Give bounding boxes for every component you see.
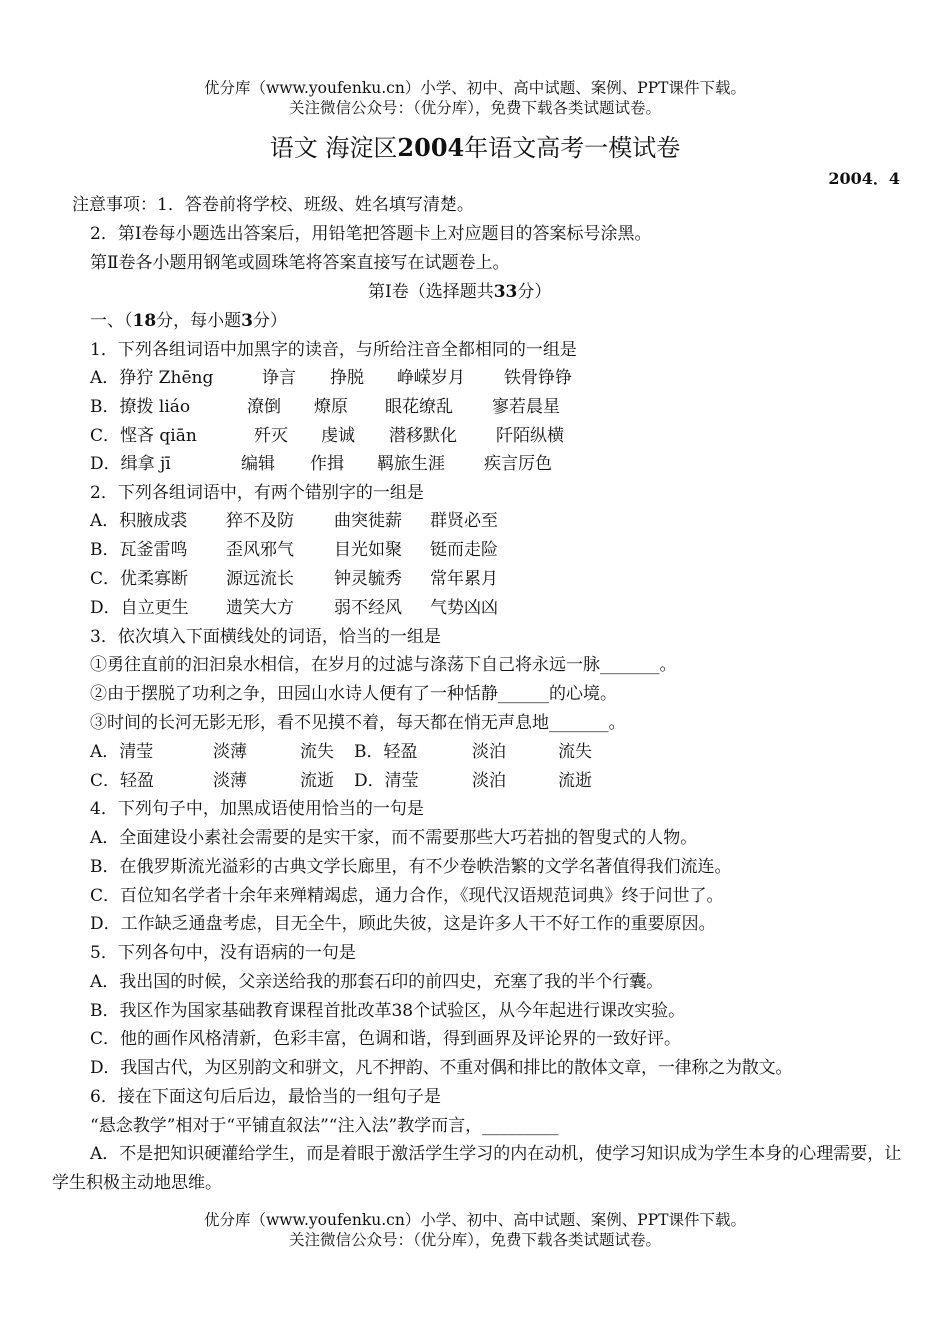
q6-sentence: “悬念教学”相对于“平铺直叙法”“注入法”教学而言，_________ <box>90 1116 559 1136</box>
q3-sentence-3: ③时间的长河无影无形，看不见摸不着，每天都在悄无声息地_______。 <box>90 713 626 733</box>
note-3: 第Ⅱ卷各小题用钢笔或圆珠笔将答案直接写在试题卷上。 <box>90 253 510 273</box>
q2-stem: 2．下列各组词语中，有两个错别字的一组是 <box>90 483 424 503</box>
q4-stem: 4．下列句子中，加黑成语使用恰当的一句是 <box>90 799 424 819</box>
q4-option-d: D．工作缺乏通盘考虑，目无全牛，顾此失彼，这是许多人干不好工作的重要原因。 <box>90 914 716 934</box>
page-title: 语文 海淀区2004年语文高考一模试卷 <box>269 133 681 162</box>
q4-option-b: B．在俄罗斯流光溢彩的古典文学长廊里，有不少卷帙浩繁的文学名著值得我们流连。 <box>90 857 732 877</box>
exam-date: 2004．4 <box>828 169 900 188</box>
q6-stem: 6．接在下面这句后后边，最恰当的一组句子是 <box>90 1087 441 1107</box>
q5-option-a: A．我出国的时候，父亲送给我的那套石印的前四史，充塞了我的半个行囊。 <box>90 972 664 992</box>
q5-stem: 5．下列各句中，没有语病的一句是 <box>90 943 356 963</box>
q5-option-c: C．他的画作风格清新，色彩丰富，色调和谐，得到画界及评论界的一致好评。 <box>90 1029 682 1049</box>
q6-option-a: A．不是把知识硬灌给学生，而是着眼于激活学生学习的内在动机，使学习知识成为学生本身的心理需要，让学生积极主动地思维。 <box>52 1144 902 1193</box>
q5-option-d: D．我国古代，为区别韵文和骈文，凡不押韵、不重对偶和排比的散体文章，一律称之为散文。 <box>90 1058 793 1078</box>
header-line-1: 优分库（www.youfenku.cn）小学、初中、高中试题、案例、PPT课件下载。 <box>203 79 747 97</box>
note-2: 2．第Ⅰ卷每小题选出答案后，用铅笔把答题卡上对应题目的答案标号涂黑。 <box>90 224 652 244</box>
note-1: 注意事项：1．答卷前将学校、班级、姓名填写清楚。 <box>72 195 474 215</box>
q1-stem: 1．下列各组词语中加黑字的读音，与所给注音全都相同的一组是 <box>90 340 577 360</box>
q3-sentence-2: ②由于摆脱了功利之争，田园山水诗人便有了一种恬静______的心境。 <box>90 684 617 704</box>
q4-option-a: A．全面建设小素社会需要的是实干家，而不需要那些大巧若拙的智叟式的人物。 <box>90 828 698 848</box>
header-line-2: 关注微信公众号：（优分库），免费下载各类试题试卷。 <box>288 99 661 117</box>
q5-option-b: B．我区作为国家基础教育课程首批改革38个试验区，从今年起进行课改实验。 <box>90 1001 686 1021</box>
q3-sentence-1: ①勇往直前的汩汩泉水相信，在岁月的过滤与涤荡下自己将永远一脉_______。 <box>90 655 677 675</box>
footer-line-1: 优分库（www.youfenku.cn）小学、初中、高中试题、案例、PPT课件下载。 <box>203 1211 747 1229</box>
section-heading: 第Ⅰ卷（选择题共33分） <box>368 282 552 302</box>
footer-line-2: 关注微信公众号：（优分库），免费下载各类试题试卷。 <box>288 1231 661 1249</box>
part-heading: 一、（18分，每小题3分） <box>90 311 288 331</box>
q3-stem: 3．依次填入下面横线处的词语，恰当的一组是 <box>90 627 441 647</box>
q4-option-c: C．百位知名学者十余年来殚精竭虑，通力合作，《现代汉语规范词典》终于问世了。 <box>90 886 724 906</box>
